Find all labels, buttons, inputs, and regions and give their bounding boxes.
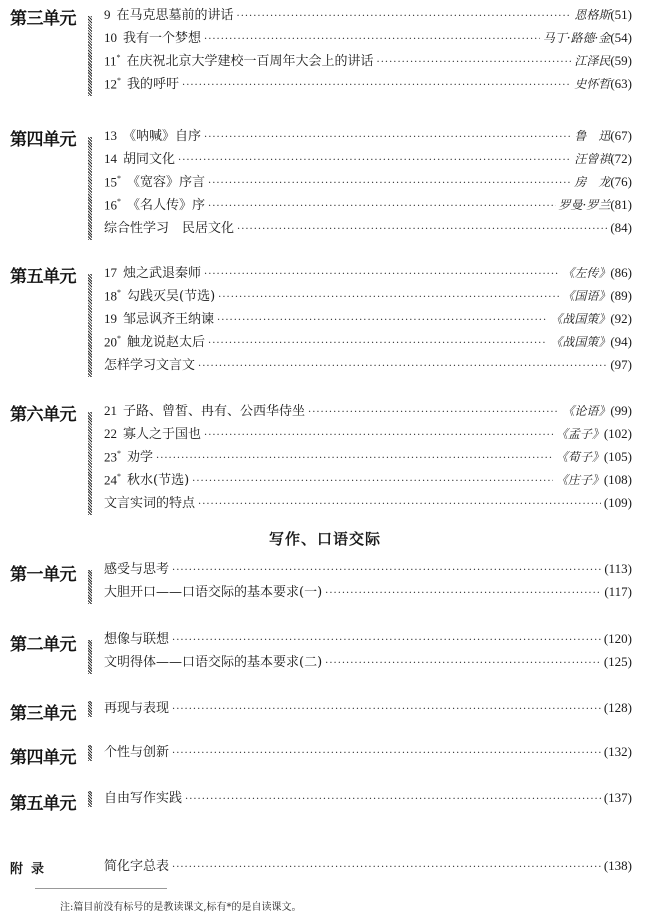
toc-entry[interactable] — [104, 423, 632, 446]
page-number: (138) — [603, 858, 632, 873]
self-study-star: * — [117, 333, 121, 343]
lesson-number: 12* — [104, 75, 121, 91]
lesson-number: 14 — [104, 151, 117, 166]
entry-title: 综合性学习 民居文化 — [104, 221, 235, 236]
lesson-number: 17 — [104, 265, 117, 280]
entry-title: 怎样学习文言文 — [104, 358, 196, 373]
entry-title: 劝学 — [127, 450, 154, 465]
lesson-number: 15* — [104, 173, 121, 189]
lesson-number: 20* — [104, 333, 121, 349]
section-title: 写作、口语交际 — [268, 530, 381, 548]
dot-leader — [308, 407, 559, 418]
entry-author: 罗曼·罗兰 — [558, 198, 611, 212]
toc-entry[interactable] — [104, 469, 632, 492]
entry-title: 在马克思墓前的讲话 — [116, 8, 234, 23]
page-number: (54) — [610, 30, 632, 45]
entry-title: 《宽容》序言 — [127, 175, 206, 190]
dot-leader — [217, 315, 547, 326]
toc-entry[interactable] — [104, 262, 632, 285]
self-study-star: * — [117, 173, 121, 183]
dot-leader — [377, 57, 572, 68]
page-number: (117) — [604, 584, 632, 599]
toc-entry[interactable] — [104, 492, 632, 515]
dot-leader — [325, 588, 601, 599]
dot-leader — [172, 862, 601, 873]
page-number: (137) — [603, 790, 632, 805]
page-number: (92) — [610, 311, 632, 326]
entry-title: 我的呼吁 — [127, 77, 180, 92]
footnote: 注:篇目前没有标号的是教读课文,标有*的是自读课文。 — [60, 902, 302, 913]
page-number: (89) — [610, 288, 632, 303]
page-number: (63) — [610, 76, 632, 91]
toc-entry[interactable] — [104, 697, 632, 720]
entry-title: 烛之武退秦师 — [123, 266, 202, 281]
toc-entry[interactable] — [104, 354, 632, 377]
self-study-star: * — [117, 448, 121, 458]
dot-leader — [237, 224, 607, 235]
dot-leader — [156, 453, 553, 464]
toc-entry[interactable] — [104, 581, 632, 604]
unit-label: 第三单元 — [10, 704, 76, 724]
lesson-number: 24* — [104, 471, 121, 487]
hatched-bar — [88, 791, 92, 807]
page-number: (108) — [603, 472, 632, 487]
entry-author: 《庄子》 — [555, 473, 604, 487]
toc-entry[interactable] — [104, 217, 632, 240]
entry-author: 《左传》 — [562, 266, 611, 280]
lesson-number: 9 — [104, 7, 111, 22]
page-number: (51) — [610, 7, 632, 22]
toc-entry[interactable] — [104, 446, 632, 469]
dot-leader — [204, 269, 559, 280]
self-study-star: * — [117, 196, 121, 206]
lesson-number: 22 — [104, 426, 117, 441]
toc-entry[interactable] — [104, 651, 632, 674]
appendix-label: 附录 — [10, 862, 53, 877]
lesson-number: 10 — [104, 30, 117, 45]
hatched-bar — [88, 570, 92, 604]
unit-label: 第六单元 — [10, 405, 76, 425]
unit-label: 第五单元 — [10, 267, 76, 287]
self-study-star: * — [116, 52, 121, 62]
toc-entry[interactable] — [104, 628, 632, 651]
hatched-bar — [88, 745, 92, 761]
entry-author: 《国语》 — [562, 289, 611, 303]
dot-leader — [198, 361, 607, 372]
entry-title: 《呐喊》自序 — [123, 129, 202, 144]
lesson-number: 11* — [104, 52, 121, 68]
page-number: (109) — [603, 495, 632, 510]
toc-entry[interactable] — [104, 285, 632, 308]
entry-title: 勾践灭吴(节选) — [127, 289, 216, 304]
entry-author: 《战国策》 — [550, 335, 611, 349]
toc-entry[interactable] — [104, 50, 632, 73]
dot-leader — [185, 794, 601, 805]
hatched-bar — [88, 274, 92, 377]
entry-title: 个性与创新 — [104, 745, 170, 760]
lesson-number: 21 — [104, 403, 117, 418]
page-number: (72) — [610, 151, 632, 166]
entry-author: 《孟子》 — [555, 427, 604, 441]
dot-leader — [218, 292, 559, 303]
unit-label: 第一单元 — [10, 565, 76, 585]
page-number: (125) — [603, 654, 632, 669]
dot-leader — [172, 565, 601, 576]
lesson-number: 16* — [104, 196, 121, 212]
toc-entry[interactable] — [104, 4, 632, 27]
hatched-bar — [88, 137, 92, 240]
entry-title: 自由写作实践 — [104, 791, 183, 806]
entry-title: 感受与思考 — [104, 562, 170, 577]
dot-leader — [182, 80, 571, 91]
entry-author: 《论语》 — [562, 404, 611, 418]
dot-leader — [204, 34, 540, 45]
entry-author: 汪曾祺 — [574, 152, 611, 166]
unit-label: 第五单元 — [10, 794, 76, 814]
entry-title: 寡人之于国也 — [123, 427, 202, 442]
page-number: (76) — [610, 174, 632, 189]
hatched-bar — [88, 412, 92, 515]
page-number: (97) — [610, 357, 632, 372]
toc-entry[interactable] — [104, 558, 632, 581]
entry-title: 简化字总表 — [104, 859, 170, 874]
entry-title: 《名人传》序 — [127, 198, 206, 213]
dot-leader — [208, 338, 547, 349]
toc-entry[interactable] — [104, 331, 632, 354]
entry-author: 鲁 迅 — [574, 129, 611, 143]
dot-leader — [172, 704, 601, 715]
dot-leader — [192, 476, 553, 487]
toc-entry[interactable] — [104, 855, 632, 878]
entry-author: 江泽民 — [574, 54, 611, 68]
lesson-number: 23* — [104, 448, 121, 464]
entry-author: 房 龙 — [574, 175, 611, 189]
page-number: (86) — [610, 265, 632, 280]
entry-title: 大胆开口——口语交际的基本要求(一) — [104, 585, 323, 600]
entry-title: 文明得体——口语交际的基本要求(二) — [104, 655, 323, 670]
entry-author: 马丁·路德·金 — [542, 31, 611, 45]
toc-entry[interactable] — [104, 194, 632, 217]
entry-title: 胡同文化 — [123, 152, 176, 167]
dot-leader — [172, 748, 601, 759]
entry-title: 子路、曾皙、冉有、公西华侍坐 — [123, 404, 306, 419]
self-study-star: * — [117, 75, 121, 85]
toc-entry[interactable] — [104, 27, 632, 50]
toc-entry[interactable] — [104, 125, 632, 148]
entry-title: 触龙说赵太后 — [127, 335, 206, 350]
toc-entry[interactable] — [104, 73, 632, 96]
unit-label: 第二单元 — [10, 635, 76, 655]
dot-leader — [325, 658, 601, 669]
toc-entry[interactable] — [104, 787, 632, 810]
self-study-star: * — [117, 471, 121, 481]
page-number: (84) — [610, 220, 632, 235]
entry-title: 文言实词的特点 — [104, 496, 196, 511]
page-number: (59) — [610, 53, 632, 68]
entry-title: 邹忌讽齐王纳谏 — [123, 312, 215, 327]
page-number: (67) — [610, 128, 632, 143]
hatched-bar — [88, 16, 92, 96]
entry-author: 史怀哲 — [574, 77, 611, 91]
dot-leader — [198, 499, 601, 510]
lesson-number: 18* — [104, 287, 121, 303]
entry-title: 想像与联想 — [104, 632, 170, 647]
entry-title: 再现与表现 — [104, 701, 170, 716]
entry-author: 《荀子》 — [555, 450, 604, 464]
toc-entry[interactable] — [104, 741, 632, 764]
toc-entry[interactable] — [104, 148, 632, 171]
page-number: (81) — [610, 197, 632, 212]
dot-leader — [204, 132, 571, 143]
lesson-number: 19 — [104, 311, 117, 326]
lesson-number: 13 — [104, 128, 117, 143]
unit-label: 第三单元 — [10, 9, 76, 29]
footnote-rule — [35, 888, 167, 889]
hatched-bar — [88, 701, 92, 717]
entry-author: 恩格斯 — [574, 8, 611, 22]
dot-leader — [208, 178, 571, 189]
entry-title: 秋水(节选) — [127, 473, 190, 488]
page-number: (94) — [610, 334, 632, 349]
toc-entry[interactable] — [104, 171, 632, 194]
entry-title: 我有一个梦想 — [123, 31, 202, 46]
page-number: (120) — [603, 631, 632, 646]
unit-label: 第四单元 — [10, 130, 76, 150]
dot-leader — [172, 635, 601, 646]
page-number: (105) — [603, 449, 632, 464]
entry-author: 《战国策》 — [550, 312, 611, 326]
toc-entry[interactable] — [104, 308, 632, 331]
toc-entry[interactable] — [104, 400, 632, 423]
page-number: (102) — [603, 426, 632, 441]
page-number: (132) — [603, 744, 632, 759]
page-number: (113) — [604, 561, 632, 576]
dot-leader — [208, 201, 555, 212]
dot-leader — [204, 430, 553, 441]
self-study-star: * — [117, 287, 121, 297]
page-number: (128) — [603, 700, 632, 715]
hatched-bar — [88, 640, 92, 674]
unit-label: 第四单元 — [10, 748, 76, 768]
dot-leader — [178, 155, 571, 166]
dot-leader — [237, 11, 572, 22]
entry-title: 在庆祝北京大学建校一百周年大会上的讲话 — [126, 54, 374, 69]
page-number: (99) — [610, 403, 632, 418]
